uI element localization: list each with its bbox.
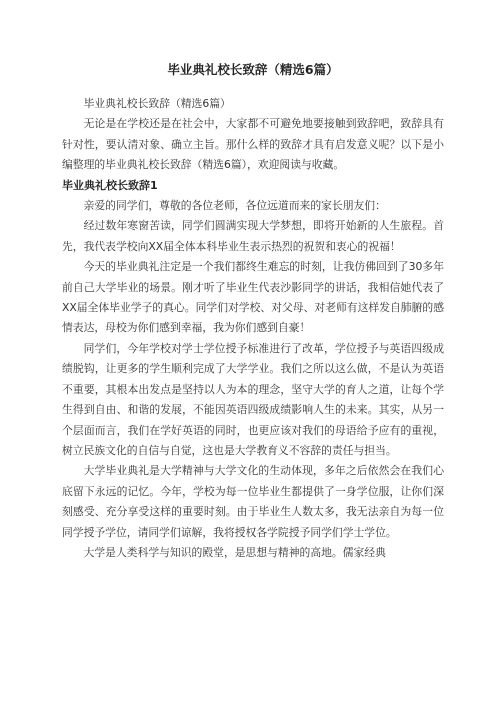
greeting-paragraph: 亲爱的同学们，尊敬的各位老师，各位远道而来的家长朋友们：	[83, 199, 386, 213]
intro-paragraph: 无论是在学校还是在社会中，大家都不可避免地要接触到致辞吧，致辞具有针对性，要认清对象、确立主旨。那什么样的致辞才具有启发意义呢？以下是小编整理的毕业典礼校长致辞（精选6篇），欢迎阅读与收藏。	[62, 117, 444, 172]
body-paragraph: 大学是人类科学与知识的殿堂，是思想与精神的高地。儒家经典	[83, 545, 386, 559]
document-subtitle: 毕业典礼校长致辞（精选6篇）	[83, 97, 231, 110]
body-paragraph: 今天的毕业典礼注定是一个我们都终生难忘的时刻，让我仿佛回到了30多年前自己大学毕业的场景。刚才听了毕业生代表沙影同学的讲话，我相信她代表了XX届全体毕业学子的真心。同学们对学校、对父母、对老师有这样发自肺腑的感情表达，母校为你们感到幸福，我为你们感到自豪！	[62, 260, 444, 335]
body-paragraph: 经过数年寒窗苦读，同学们圆满实现大学梦想，即将开始新的人生旅程。首先，我代表学校向XX届全体本科毕业生表示热烈的祝贺和衷心的祝福！	[62, 219, 444, 253]
body-paragraph: 同学们，今年学校对学士学位授予标准进行了改革，学位授予与英语四级成绩脱钩，让更多的学生顺利完成了大学学业。我们之所以这么做，不是认为英语不重要，其根本出发点是坚持以人为本的理念，坚守大学的育人之道，让每个学生得到自由、和谐的发展，不能因英语四级成绩影响人生的未来。其实，从另一个层面而言，我们在学好英语的同时，也更应该对我们的母语给予应有的重视，树立民族文化的自信与自觉，这也是大学教育义不容辞的责任与担当。	[62, 341, 444, 457]
document-title: 毕业典礼校长致辞（精选6篇）	[167, 62, 339, 77]
section-heading: 毕业典礼校长致辞1	[62, 178, 158, 192]
body-paragraph: 大学毕业典礼是大学精神与大学文化的生动体现，多年之后依然会在我们心底留下永远的记忆。今年，学校为每一位毕业生都提供了一身学位服，让你们深刻感受、充分享受这样的重要时刻。由于毕业生人数太多，我无法亲自为每一位同学授予学位，请同学们谅解，我将授权各学院授予同学们学士学位。	[62, 464, 444, 539]
